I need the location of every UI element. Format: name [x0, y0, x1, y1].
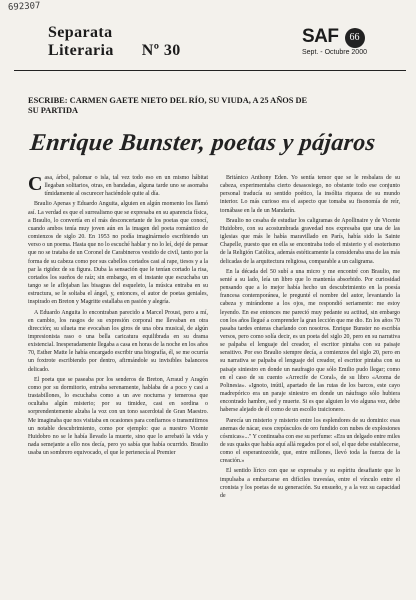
column-left	[28, 174, 208, 459]
author-kicker: ESCRIBE: CARMEN GAETE NIETO DEL RÍO, SU VIUDA, A 25 AÑOS DE SU PARTIDA	[28, 96, 308, 115]
paragraph: Braulio Apenas y Eduardo Anguita, alguien en algún momento los llamó así. La verdad es que el surrealismo que se expresaba en su aparencia física, a Braulio, lo convertía en el más desconcertante de los poetas que conocí, cuando ambos tenía muy joven aún en la imagen del poeta romántico de comienzos de siglo 20. En 1953 no podía imaginármelo escribiendo un verso o un poema. Hasta que no lo escuché hablar y no lo leí, dejé de pensar que no se trataba de un Coronel de Carabineros vestido de civil, tanto por la forma de su cabeza como por sus cabellos cortados casi al rape, tiesos y a la par la rigidez de su figura. Duba la sensación que le tenían cortado la risa, cortados los sueños de raíz; sin embargo, en el instante que escuchaba un tango se le aflojaban las bisagras del esqueleto, la música entraba en su estructura, se le soltaba el ángel, y, entonces, el autor de poetas geniales, inspirado en Breton y Magritte estallaba en pasión y alegría.	[28, 201, 208, 306]
saf-logo-block	[302, 26, 382, 56]
paragraph-text: asa, árbol, palomar o isla, tal vez todo eso en un mismo hábitat llegaban solitarios, otras, en bandadas, alguna tarde uno se asomaba tímidamente al oscurecer haciéndole quite al día.	[44, 175, 208, 198]
section-title-line2: Literaria	[48, 42, 114, 59]
paragraph: Braulio no cesaba de estudiar los caligramas de Apollinaire y de Vicente Huidobro, con su acostumbrada gravedad nos expresaba que una de las iglesias que más le había maravillado en París, había sido la Sainte Chapelle, puesto que en ella se encontraba todo el misterio y el esoterismo de la Religión Católica, además estéticamente la consideraba una de las más delicadas de la arquitectura religiosa, comparable a un caligrama.	[220, 217, 400, 265]
issue-date: Sept. - Octubre 2000	[302, 49, 367, 57]
paragraph: Británico Anthony Eden. Yo sentía temor que se le resbalara de su cabeza, experimentaba cierto desasosiego, no obstante todo ese conjunto personal traducía su sentido poético, la insólita riqueza de su mundo interior. Lo más curioso era el aspecto que tomaba su fisonomía de reír, tornábase en la de un Mandarín.	[220, 175, 400, 214]
drop-cap: C	[28, 173, 43, 195]
page	[14, 12, 406, 596]
paragraph: Parecía un misterio y misterio entre los esplendores de su dominio: esas anemas de nácar, esos crepúsculos de oro fundido con nubes de explosiones cósmicas»..." Y continuaba con ese su perfume: «Era un delgado entre miles de sus quaks que había aquí allá regados por el sol, el que debe establecerse, como el esperantozoide, que, entre millones, llevó toda la fuerza de la creación.»	[220, 417, 400, 465]
paragraph	[28, 174, 208, 198]
archive-annotation: 692307	[7, 1, 41, 13]
saf-logo: SAF	[302, 26, 339, 47]
section-title-line1: Separata	[48, 24, 113, 41]
paragraph: A Eduardo Anguita lo encontraban parecido a Marcel Proust, pero a mí, en cambio, los rasgos de su expresión corporal me llevaban en otra dirección; su silueta me evocaban los giros de una obra musical, de algún impresionista raso o una bella caricatura equilibrada en su drama existencial. Inesperadamente llegaba a casa en horas de la noche en los años 70, Esther Matte le había encargado escribir una biografía, él, se me ocurría un foxtrote escribiendo por dentro, afirmándole su invisibles balanceos delicado.	[28, 309, 208, 373]
section-title	[48, 24, 181, 60]
article-headline: Enrique Bunster, poetas y pájaros	[28, 130, 377, 156]
issue-badge: 66	[345, 28, 365, 48]
paragraph: El sentido lírico con que se expresaba y su espíritu desafiante que lo impulsaba a embarcarse en difíciles travesías, entre el vínculo entre el cronista y los poetas de su generación. Su ensueño, y a la vez su capacidad de	[220, 468, 400, 499]
article-body	[28, 174, 404, 594]
paragraph: En la década del 50 subí a una micro y me encontré con Braulio, me senté a su lado, leía un libro que lo mantenía absorbido. Por curiosidad pensando que a lo mejor había hecho un descubrimiento en la poesía francesa contemporánea, le pregunté el nombre del autor, levantando la cabeza y mirándome a los ojos, me respondió seriamente: me estoy leyendo. En ese entonces me pareció muy pedante su actitud, sin embargo con los años llegué a comprender la gran lección que me dio. En los años 70 pasaba tardes enteras charlando con nosotros. Enrique Bunster no escribía versos, pero como solía decir, es un poeta del siglo 20, pero en su narrativa se palpaba el lenguaje del creador, el escritor pintaba con su paisaje sensitivo. Por eso Braulio siempre decía, a comienzos del siglo 20, pero en su narrativa se palpaba el lenguaje del creador, el escritor pintaba con su paisaje siniestro en donde un naufragio que sólo Emilio pudo llegar; como en el caso de su cuento «Arrecife de Coral», de su libro «Aroma de Polinesia». «Ignoto, inútil, apartado de las rutas de los barcos, este cayo madrepórico era un paraje siniestro en donde un náufrago sólo hubiera encontrado hambre, sed y muerte. Si es que alguien lo vio alguna vez, debe haberse alejado de él como de un escollo traicionero.	[220, 268, 400, 414]
masthead	[14, 12, 406, 71]
column-right	[220, 174, 400, 502]
issue-number: Nº 30	[141, 42, 181, 59]
paragraph: El poeta que se paseaba por los senderos de Breton, Arraud y Aragón como por su dormitorio, entraba serenamente, hablaba de a poco y casi a trastabillones, lo escuchaba como a un ave nocturna y temerosa que ocultaba algún misterio; por su timidez, casi en sordina o sorprendentemente alzaba la voz con un tono sacerdotal de Gran Maestro. Me imaginaba que nos visitaba en ocasiones para confiarnos o transmitirnos un notable descubrimiento, como por ejemplo: que a nuestro Vicente Huidobro no se le había llevado la muerte, sino que lo arrebató la vida y nada semejante a ello nos decía, pero yo sabía que había ocurrido. Braulio usaba un sombrero equivocado, el que le pertenecía al Premier	[28, 376, 208, 457]
